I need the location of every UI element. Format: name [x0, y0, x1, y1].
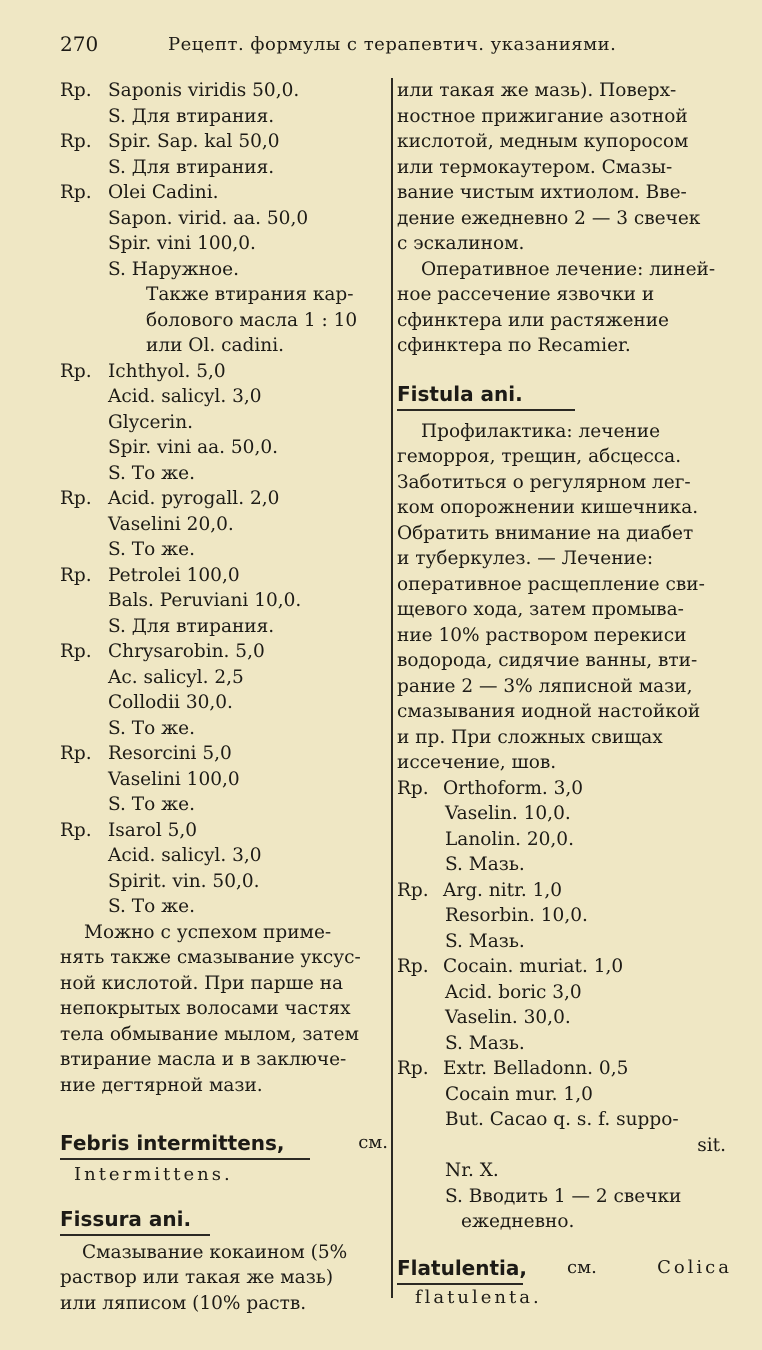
prescription-line: Rp. Extr. Belladonn. 0,5 — [397, 1058, 629, 1079]
section-heading-febris: Febris intermittens, см. — [60, 1128, 388, 1158]
prescription-line: Ac. salicyl. 2,5 — [108, 666, 244, 688]
prescription-line: S. Для втирания. — [108, 615, 275, 637]
prescription-line: S. То же. — [108, 794, 195, 815]
section-heading-flatulentia: Flatulentia, см. Colica — [397, 1253, 732, 1283]
paragraph-line: рание 2 — 3% ляписной мази, — [397, 675, 693, 697]
prescription-line: Rp. Resorcini 5,0 — [60, 743, 232, 764]
prescription-line: Rp. Cocain. muriat. 1,0 — [397, 956, 624, 977]
prescription-line: S. Наружное. — [108, 258, 239, 280]
prescription-line: Vaselini 20,0. — [108, 513, 234, 535]
prescription-line: ежедневно. — [461, 1211, 575, 1232]
paragraph-line: вание чистым ихтиолом. Вве- — [397, 182, 687, 203]
prescription-line: Resorbin. 10,0. — [445, 905, 588, 926]
paragraph-line: Профилактика: лечение — [421, 420, 661, 442]
heading-rule — [60, 1234, 210, 1236]
paragraph-line: втирание масла и в заключе- — [60, 1049, 347, 1070]
paragraph-line: или термокаутером. Смазы- — [397, 156, 673, 178]
paragraph-line: непокрытых волосами частях — [60, 998, 351, 1019]
paragraph-line: Оперативное лечение: линей- — [421, 258, 716, 280]
paragraph-line: сфинктера или растяжение — [397, 309, 670, 331]
paragraph-line: нять также смазывание уксус- — [60, 947, 361, 968]
paragraph-line: щевого хода, затем промыва- — [397, 599, 684, 620]
paragraph-line: Заботиться о регулярном лег- — [397, 471, 691, 493]
prescription-line: Acid. salicyl. 3,0 — [108, 845, 262, 866]
page-number: 270 — [60, 32, 99, 56]
prescription-line: Cocain mur. 1,0 — [445, 1083, 593, 1105]
paragraph-line: раствор или такая же мазь) — [60, 1267, 334, 1288]
prescription-line: Collodii 30,0. — [108, 692, 233, 713]
paragraph-line: смазывания иодной настойкой — [397, 701, 701, 722]
paragraph-line: ние 10% раствором перекиси — [397, 624, 687, 646]
prescription-line: S. Мазь. — [445, 1032, 525, 1054]
running-title: Рецепт. формулы с терапевтич. указаниями. — [168, 34, 617, 55]
paragraph-line: Обратить внимание на диабет — [397, 522, 694, 544]
prescription-line: S. То же. — [108, 462, 195, 484]
prescription-line: Bals. Peruviani 10,0. — [108, 590, 302, 611]
paragraph-line: сфинктера по Recamier. — [397, 335, 631, 356]
prescription-line: Rp. Isarol 5,0 — [60, 819, 198, 841]
prescription-line: S. Для втирания. — [108, 105, 275, 127]
paragraph-line: с эскалином. — [397, 233, 525, 254]
paragraph-line: водорода, сидячие ванны, вти- — [397, 650, 698, 671]
column-divider — [391, 78, 393, 1298]
paragraph-line: или такая же мазь). Поверх- — [397, 80, 677, 101]
prescription-note: или Ol. cadini. — [146, 335, 285, 356]
prescription-line: Acid. boric 3,0 — [445, 981, 582, 1003]
prescription-line: Rp. Orthoform. 3,0 — [397, 777, 584, 799]
prescription-line: Rp. Olei Cadini. — [60, 182, 219, 203]
paragraph-line: дение ежедневно 2 — 3 свечек — [397, 207, 701, 229]
paragraph-line: тела обмывание мылом, затем — [60, 1023, 360, 1045]
prescription-line: S. То же. — [108, 896, 195, 917]
paragraph-line: Можно с успехом приме- — [84, 921, 332, 943]
prescription-line: S. То же. — [108, 717, 195, 739]
paragraph-line: геморроя, трещин, абсцесса. — [397, 446, 682, 467]
prescription-line: Spir. vini 100,0. — [108, 233, 256, 254]
prescription-line: Rp. Arg. nitr. 1,0 — [397, 879, 563, 901]
prescription-line: Glycerin. — [108, 411, 194, 433]
paragraph-line: иссечение, шов. — [397, 752, 557, 773]
prescription-line: Rp. Chrysarobin. 5,0 — [60, 641, 265, 662]
prescription-line: Rp. Saponis viridis 50,0. — [60, 80, 300, 101]
prescription-line: Rp. Spir. Sap. kal 50,0 — [60, 131, 280, 152]
paragraph-line: и туберкулез. — Лечение: — [397, 548, 654, 569]
left-column — [60, 78, 388, 1316]
prescription-line: Rp. Ichthyol. 5,0 — [60, 360, 226, 382]
paragraph-line: ком опорожнении кишечника. — [397, 497, 699, 518]
see-reference: см. — [358, 1132, 388, 1153]
prescription-line: S. Мазь. — [445, 930, 525, 952]
prescription-line: Acid. salicyl. 3,0 — [108, 386, 262, 407]
paragraph-line: кислотой, медным купоросом — [397, 131, 689, 152]
see-reference: см. — [567, 1256, 597, 1278]
paragraph-line: и пр. При сложных свищах — [397, 726, 663, 748]
paragraph-line: ной кислотой. При парше на — [60, 972, 344, 994]
prescription-line: Rp. Petrolei 100,0 — [60, 564, 240, 586]
prescription-line: Spir. vini aa. 50,0. — [108, 437, 278, 458]
prescription-line: S. Для втирания. — [108, 156, 275, 178]
prescription-line: sit. — [697, 1134, 726, 1156]
prescription-line: S. Вводить 1 — 2 свечки — [445, 1185, 682, 1207]
cross-reference: Intermittens. — [74, 1164, 233, 1185]
prescription-line: S. То же. — [108, 539, 195, 560]
section-heading-fissura: Fissura ani. — [60, 1206, 192, 1231]
paragraph-line: ное рассечение язвочки и — [397, 284, 655, 305]
paragraph-line: ностное прижигание азотной — [397, 105, 688, 127]
section-heading-fistula: Fistula ani. — [397, 381, 523, 406]
paragraph-line: или ляписом (10% раств. — [60, 1292, 307, 1314]
prescription-line: Lanolin. 20,0. — [445, 828, 574, 850]
heading-rule — [60, 1158, 310, 1160]
cross-reference: Colica — [657, 1256, 732, 1278]
prescription-line: S. Мазь. — [445, 854, 525, 875]
prescription-line: But. Cacao q. s. f. suppo- — [445, 1109, 679, 1130]
prescription-note: Также втирания кар- — [146, 284, 354, 305]
prescription-note: болового масла 1 : 10 — [146, 309, 358, 331]
right-column — [397, 78, 732, 1310]
prescription-line: Sapon. virid. aa. 50,0 — [108, 207, 309, 229]
cross-reference: flatulenta. — [415, 1286, 542, 1308]
prescription-line: Vaselin. 10,0. — [445, 803, 571, 824]
paragraph-line: Смазывание кокаином (5% — [82, 1241, 348, 1263]
prescription-line: Nr. X. — [445, 1160, 499, 1181]
prescription-line: Vaselini 100,0 — [108, 768, 240, 790]
paragraph-line: оперативное расщепление сви- — [397, 573, 705, 595]
prescription-line: Spirit. vin. 50,0. — [108, 870, 260, 892]
prescription-line: Vaselin. 30,0. — [445, 1007, 571, 1028]
prescription-line: Rp. Acid. pyrogall. 2,0 — [60, 488, 280, 509]
paragraph-line: ние дегтярной мази. — [60, 1074, 263, 1096]
